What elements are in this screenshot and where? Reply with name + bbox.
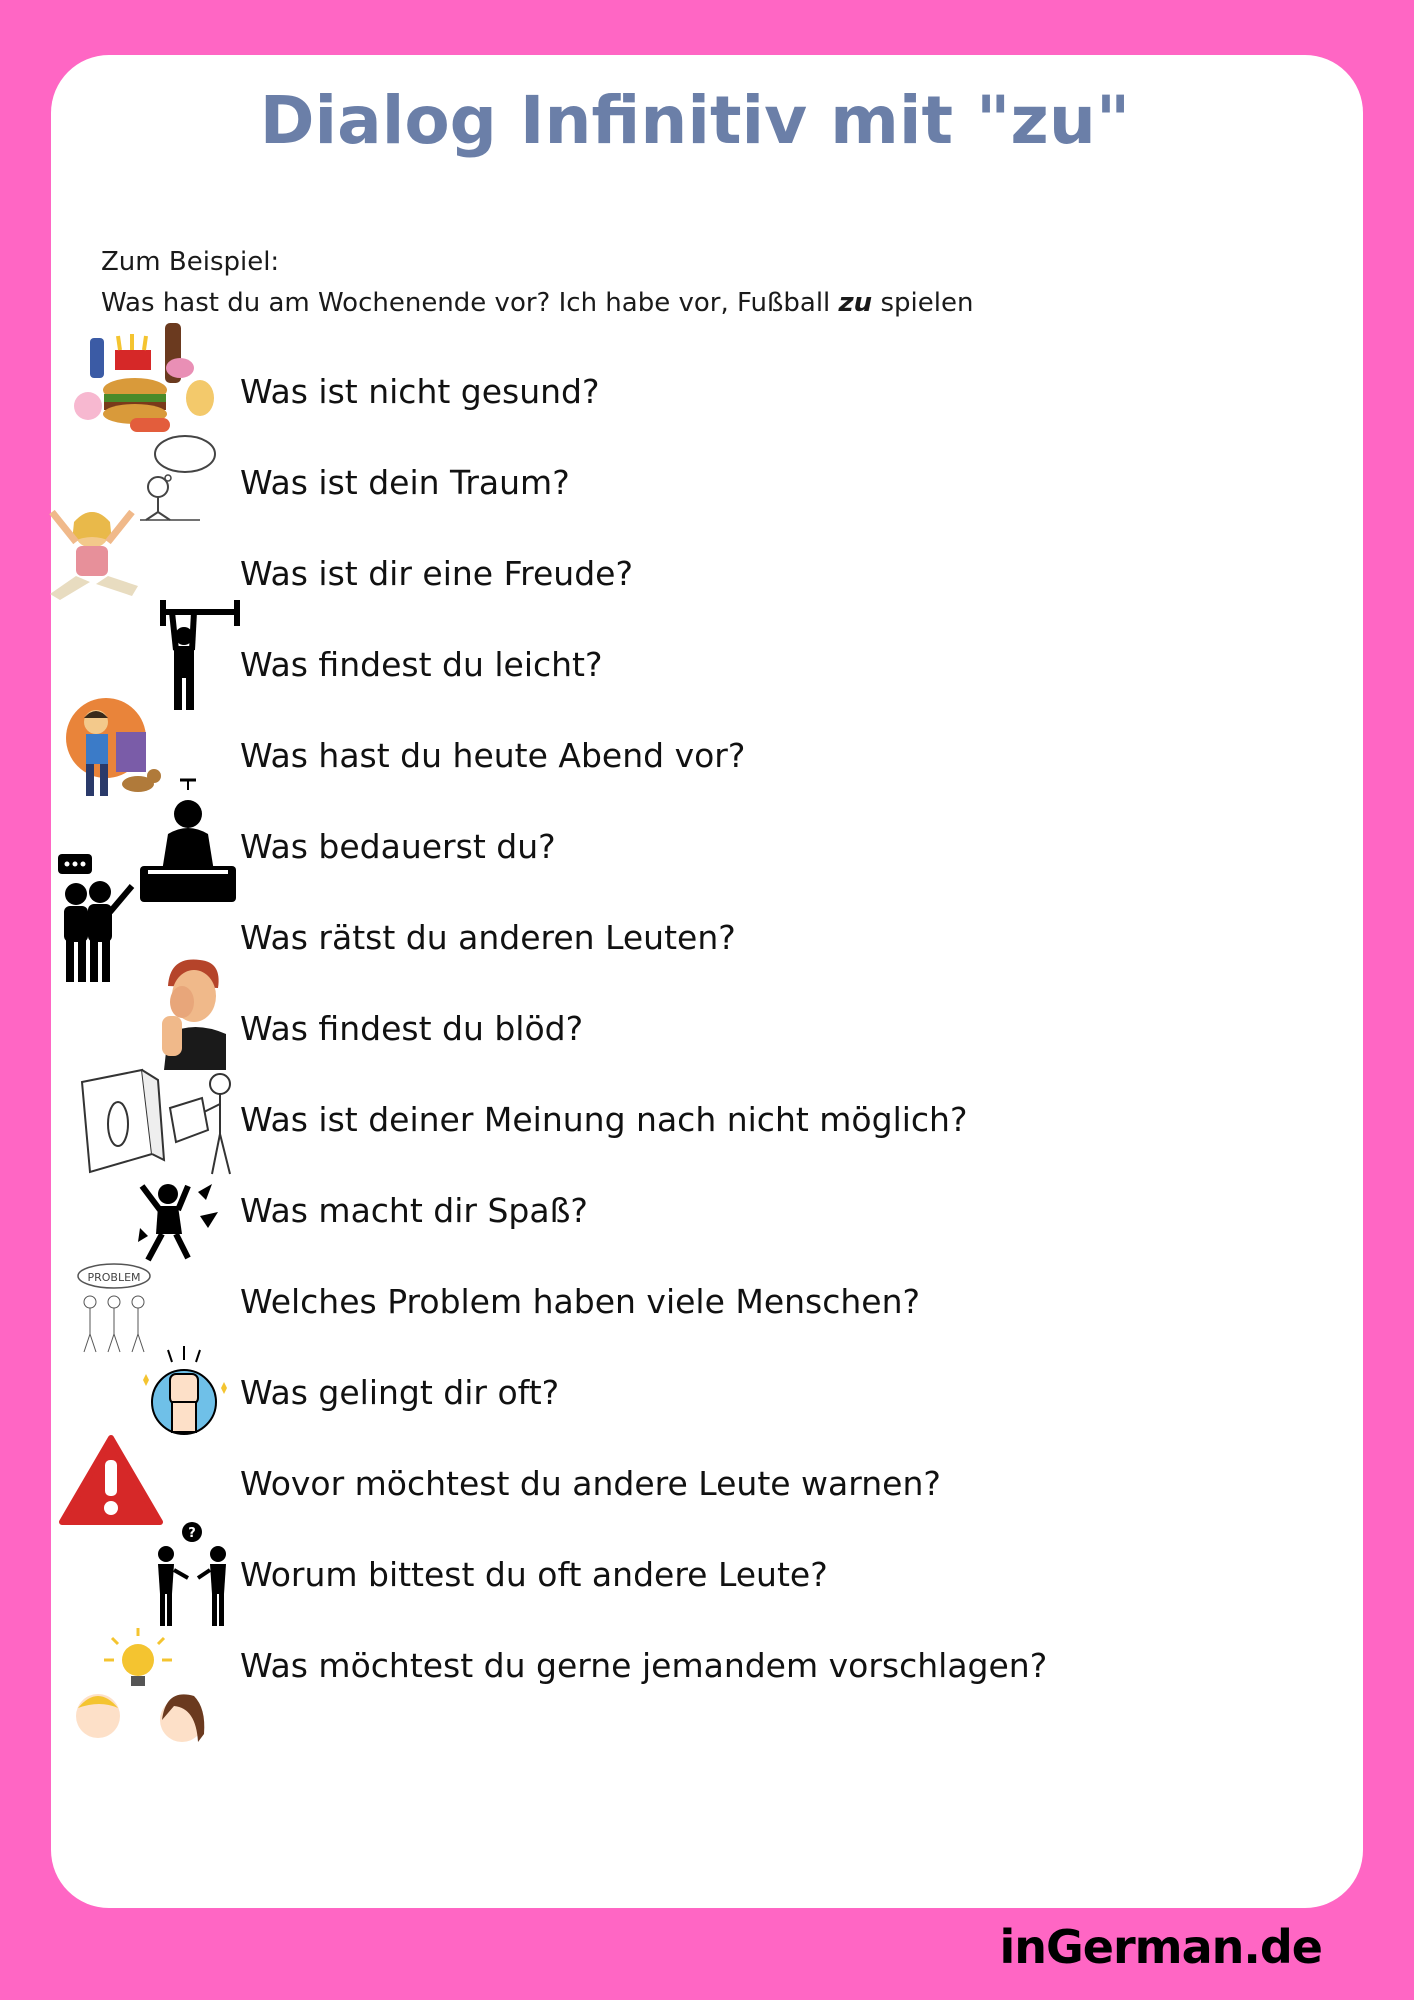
question-15: Was möchtest du gerne jemandem vorschlagen? — [240, 1646, 1048, 1685]
svg-text:PROBLEM: PROBLEM — [87, 1271, 141, 1284]
question-4: Was findest du leicht? — [240, 645, 603, 684]
warning-icon — [58, 1434, 164, 1528]
regret-person-icon — [140, 774, 236, 904]
example-sentence-before: Was hast du am Wochenende vor? Ich habe vor, Fußball — [101, 288, 839, 318]
svg-text:?: ? — [188, 1526, 196, 1541]
question-6: Was bedauerst du? — [240, 827, 556, 866]
suggestion-icon — [70, 1624, 210, 1754]
example-block — [101, 242, 973, 324]
advice-people-icon — [56, 852, 136, 984]
question-1: Was ist nicht gesund? — [240, 372, 600, 411]
question-7: Was rätst du anderen Leuten? — [240, 918, 736, 957]
thought-bubble-icon — [140, 432, 220, 522]
question-2: Was ist dein Traum? — [240, 463, 570, 502]
brand-logo[interactable]: inGerman.de — [999, 1920, 1322, 1974]
jumping-girl-icon — [40, 502, 145, 612]
question-3: Was ist dir eine Freude? — [240, 554, 633, 593]
junk-food-icon — [70, 318, 220, 436]
page-title: Dialog Infinitiv mit "zu" — [259, 82, 1131, 159]
asking-people-icon — [152, 1520, 232, 1630]
question-12: Was gelingt dir oft? — [240, 1373, 560, 1412]
example-sentence-after: spielen — [872, 288, 974, 318]
joy-figure-icon — [138, 1180, 222, 1262]
success-fist-icon — [140, 1344, 232, 1442]
question-11: Welches Problem haben viele Menschen? — [240, 1282, 921, 1321]
impossible-box-icon — [72, 1068, 238, 1178]
facepalm-icon — [160, 956, 230, 1070]
question-13: Wovor möchtest du andere Leute warnen? — [240, 1464, 941, 1503]
problem-people-icon — [74, 1262, 154, 1354]
example-label: Zum Beispiel: — [101, 247, 280, 277]
question-8: Was findest du blöd? — [240, 1009, 584, 1048]
worksheet-card — [51, 55, 1363, 1908]
question-14: Worum bittest du oft andere Leute? — [240, 1555, 828, 1594]
example-sentence-zu: zu — [838, 288, 873, 318]
question-10: Was macht dir Spaß? — [240, 1191, 588, 1230]
question-5: Was hast du heute Abend vor? — [240, 736, 746, 775]
weightlifter-icon — [158, 600, 242, 712]
question-9: Was ist deiner Meinung nach nicht möglich? — [240, 1100, 968, 1139]
example-sentence — [101, 283, 973, 324]
